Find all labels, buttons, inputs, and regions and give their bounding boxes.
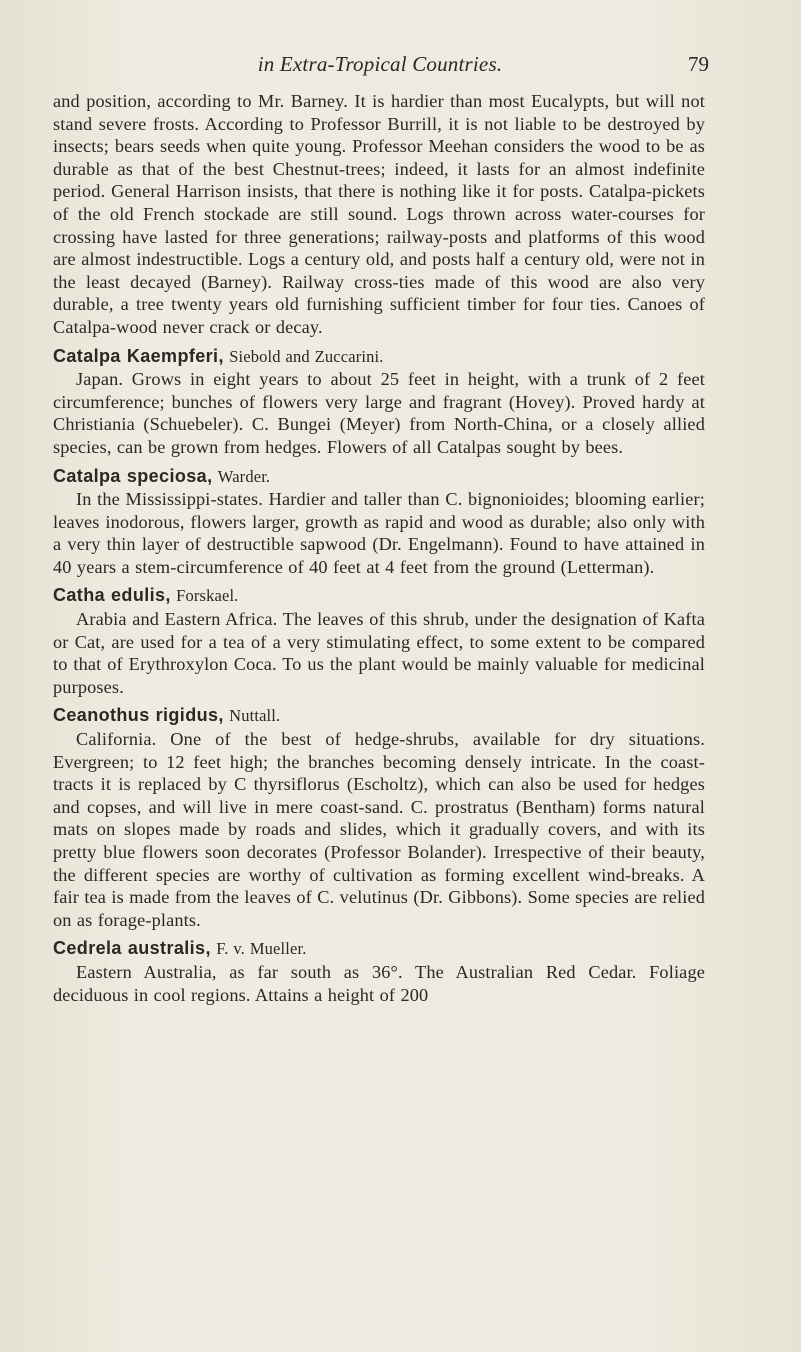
running-head: [55, 52, 709, 84]
species-name: Ceanothus rigidus,: [53, 705, 224, 726]
entry-text: In the Mississippi-states. Hardier and taller than C. bignonioides; blooming earlier; leaves inodorous, flowers larger, growth as rapid and wood as durable; also only with a very thin layer of destructible sapwood (Dr. Engelmann). Found to have attained in 40 years a stem-circumference of 40 feet at 4 feet from the ground (Letterman).: [53, 489, 705, 577]
species-author: Siebold and Zuccarini.: [229, 346, 384, 366]
entry-ceanothus-rigidus: [53, 704, 705, 931]
entry-text: Japan. Grows in eight years to about 25 feet in height, with a trunk of 2 feet circumference; bunches of flowers very large and fragrant (Hovey). Proved hardy at Christiania (Schuebeler). C. Bungei (Meyer) from North-China, or a closely allied species, can be grown from hedges. Flowers of all Catalpas sought by bees.: [53, 369, 705, 457]
entry-heading: [53, 345, 705, 369]
species-name: Cedrela australis,: [53, 938, 211, 959]
species-name: Catalpa speciosa,: [53, 465, 213, 486]
species-author: Forskael.: [176, 586, 239, 606]
entry-catalpa-kaempferi: [53, 345, 705, 459]
entry-catha-edulis: [53, 584, 705, 698]
entry-text: Arabia and Eastern Africa. The leaves of this shrub, under the designation of Kafta or Cat, are used for a tea of a very stimulating effect, to some extent to be compared to that of Erythroxylon Coca. To us the plant would be mainly valuable for medicinal purposes.: [53, 609, 705, 697]
species-name: Catalpa Kaempferi,: [53, 345, 224, 366]
running-title: in Extra-Tropical Countries.: [257, 52, 503, 76]
species-author: F. v. Mueller.: [216, 939, 307, 959]
page-number: 79: [688, 52, 709, 76]
entry-heading: [53, 584, 705, 608]
entry-text: Eastern Australia, as far south as 36°. The Australian Red Cedar. Foliage deciduous in cool regions. Attains a height of 200: [53, 961, 705, 1005]
species-author: Nuttall.: [229, 706, 281, 726]
entry-catalpa-speciosa: [53, 465, 705, 579]
entry-heading: [53, 465, 705, 489]
opening-paragraph: and position, according to Mr. Barney. It is hardier than most Eucalypts, but will not stand severe frosts. According to Professor Burrill, it is not liable to be destroyed by insects; bears seeds when quite young. Professor Meehan considers the wood to be as durable as that of the best Chestnut-trees; indeed, it lasts for an almost indefinite period. General Harrison insists, that there is nothing like it for posts. Catalpa-pickets of the old French stockade are still sound. Logs thrown across water-courses for crossing have lasted for three generations; railway-posts and platforms of this wood are almost indestructible. Logs a century old, and posts half a century old, were not in the least decayed (Barney). Railway cross-ties made of this wood are also very durable, a tree twenty years old furnishing sufficient timber for four ties. Canoes of Catalpa-wood never crack or decay.: [53, 91, 705, 337]
entry-cedrela-australis: [53, 937, 705, 1006]
entry-heading: [53, 704, 705, 728]
species-author: Warder.: [217, 466, 271, 486]
species-name: Catha edulis,: [53, 585, 171, 606]
entry-heading: [53, 937, 705, 961]
entry-text: California. One of the best of hedge-shrubs, available for dry situations. Evergreen; to 12 feet high; the branches becoming densely intricate. In the coast-tracts it is replaced by C thyrsiflorus (Escholtz), which can also be used for hedges and copses, and will live in mere coast-sand. C. prostratus (Bentham) forms natural mats on slopes made by roads and slides, which it gradually covers, and with its pretty blue flowers soon decorates (Professor Bolander). Irrespective of their beauty, the different species are worthy of cultivation as forming excellent wind-breaks. A fair tea is made from the leaves of C. velutinus (Dr. Gibbons). Some species are relied on as forage-plants.: [53, 729, 705, 930]
page-body: [53, 90, 705, 1006]
